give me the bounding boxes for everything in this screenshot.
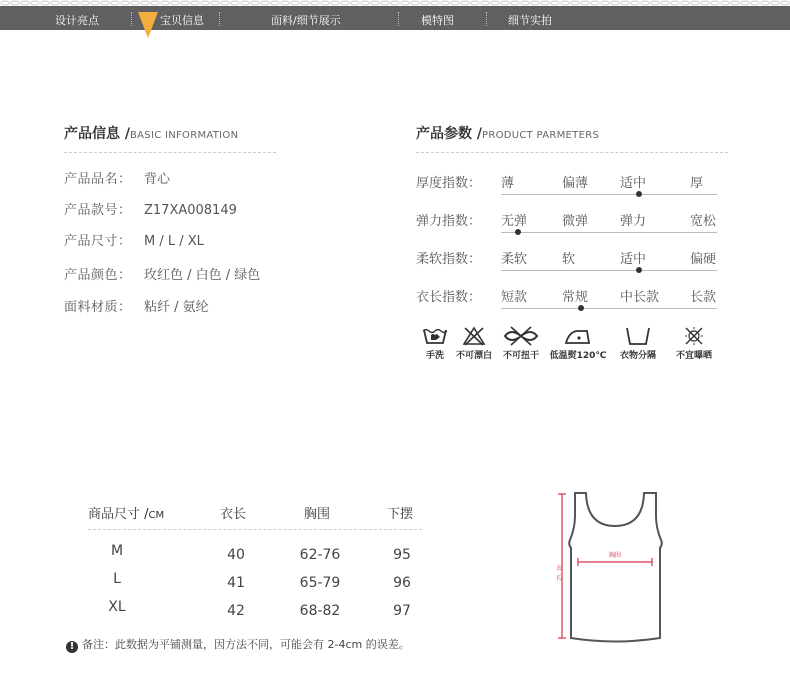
info-row-size bbox=[64, 230, 204, 249]
table-cell: 62-76 bbox=[299, 547, 341, 563]
col-header-chest: 胸围 bbox=[304, 507, 331, 522]
care-label: 低温熨120℃ bbox=[549, 351, 607, 361]
param-selected-dot bbox=[636, 191, 642, 197]
info-row-name bbox=[64, 168, 170, 187]
info-row-material bbox=[64, 296, 209, 315]
low-iron-icon bbox=[563, 326, 593, 346]
col-header-length: 衣长 bbox=[220, 507, 247, 522]
nav-separator bbox=[486, 12, 487, 26]
care-no-sun bbox=[668, 326, 720, 361]
length-label-2: 长 bbox=[555, 575, 563, 582]
active-tab-arrow-icon bbox=[138, 12, 158, 38]
param-label: 弹力指数： bbox=[416, 214, 482, 229]
size-header-label: 商品尺寸 / bbox=[88, 507, 149, 522]
tank-top-outline bbox=[569, 493, 662, 642]
care-no-bleach bbox=[452, 326, 496, 361]
param-option: 偏薄 bbox=[562, 176, 589, 191]
product-info-title: 产品信息 bbox=[64, 126, 120, 142]
param-option: 软 bbox=[562, 252, 576, 267]
size-cell: XL bbox=[108, 599, 126, 615]
param-option: 适中 bbox=[620, 176, 647, 191]
nav-decoration bbox=[0, 0, 790, 6]
care-low-iron bbox=[548, 326, 608, 361]
nav-item-fabric-detail[interactable]: 面料/细节展示 bbox=[271, 14, 341, 27]
param-option: 短款 bbox=[501, 290, 528, 305]
care-separate-wash bbox=[612, 326, 664, 361]
info-row-color bbox=[64, 264, 260, 283]
col-header-hem: 下摆 bbox=[387, 507, 414, 522]
product-info-subtitle: BASIC INFORMATION bbox=[130, 130, 239, 141]
care-label: 衣物分隔 bbox=[619, 351, 656, 361]
param-option: 中长款 bbox=[620, 290, 660, 305]
care-label: 不宜曝晒 bbox=[675, 351, 712, 361]
separate-wash-icon bbox=[625, 326, 651, 346]
note-text: 备注：此数据为平铺测量，因方法不同，可能会有 2-4cm 的误差。 bbox=[82, 638, 410, 651]
product-info-heading: 产品信息 /BASIC INFORMATION bbox=[64, 126, 239, 142]
table-cell: 96 bbox=[393, 575, 411, 591]
divider bbox=[64, 152, 276, 153]
param-option: 无弹 bbox=[501, 214, 528, 229]
nav-item-real-shot[interactable]: 细节实拍 bbox=[508, 14, 552, 27]
table-cell: 68-82 bbox=[299, 603, 341, 619]
info-value: 玫红色 / 白色 / 绿色 bbox=[144, 268, 261, 283]
nav-item-design[interactable]: 设计亮点 bbox=[55, 14, 99, 27]
tank-top-diagram bbox=[540, 488, 690, 650]
no-wring-icon bbox=[501, 326, 541, 346]
param-track bbox=[501, 308, 717, 309]
info-value: M / L / XL bbox=[144, 234, 204, 249]
param-option: 薄 bbox=[501, 176, 515, 191]
param-selected-dot bbox=[636, 267, 642, 273]
nav-item-product-info[interactable]: 宝贝信息 bbox=[160, 14, 204, 27]
nav-separator bbox=[131, 12, 132, 26]
size-table-header bbox=[88, 503, 164, 522]
info-label: 产品颜色： bbox=[64, 268, 132, 283]
param-track bbox=[501, 194, 717, 195]
info-value: 粘纤 / 氨纶 bbox=[144, 300, 209, 315]
param-track bbox=[501, 270, 717, 271]
care-label: 手洗 bbox=[425, 351, 444, 361]
top-nav bbox=[0, 0, 790, 30]
param-label: 厚度指数： bbox=[416, 176, 482, 191]
param-label: 柔软指数： bbox=[416, 252, 482, 267]
param-selected-dot bbox=[515, 229, 521, 235]
param-option: 柔软 bbox=[501, 252, 528, 267]
param-option: 适中 bbox=[620, 252, 647, 267]
table-cell: 40 bbox=[227, 547, 245, 563]
param-option: 常规 bbox=[562, 290, 589, 305]
param-selected-dot bbox=[578, 305, 584, 311]
warning-icon: ! bbox=[66, 641, 78, 653]
product-params-heading: 产品参数 /PRODUCT PARMETERS bbox=[416, 126, 600, 142]
chest-label: 胸围 bbox=[608, 552, 622, 559]
care-label: 不可扭干 bbox=[502, 351, 539, 361]
info-label: 面料材质： bbox=[64, 300, 132, 315]
divider bbox=[416, 152, 728, 153]
param-option: 宽松 bbox=[690, 214, 717, 229]
param-option: 厚 bbox=[690, 176, 704, 191]
size-cell: L bbox=[113, 571, 121, 587]
nav-separator bbox=[398, 12, 399, 26]
care-no-wring bbox=[499, 326, 543, 361]
param-option: 长款 bbox=[690, 290, 717, 305]
table-cell: 65-79 bbox=[299, 575, 341, 591]
nav-separator bbox=[219, 12, 220, 26]
care-label: 不可漂白 bbox=[455, 351, 492, 361]
divider bbox=[88, 529, 422, 530]
hand-wash-icon bbox=[422, 326, 448, 346]
product-params-title: 产品参数 bbox=[416, 126, 472, 142]
info-value: 背心 bbox=[144, 172, 171, 187]
length-label-1: 衣 bbox=[555, 565, 563, 572]
size-header-unit: CM bbox=[148, 510, 165, 521]
param-option: 偏硬 bbox=[690, 252, 717, 267]
info-value: Z17XA008149 bbox=[144, 203, 237, 218]
table-cell: 95 bbox=[393, 547, 411, 563]
table-cell: 41 bbox=[227, 575, 245, 591]
param-label: 衣长指数： bbox=[416, 290, 482, 305]
care-hand-wash bbox=[420, 326, 450, 361]
note bbox=[66, 636, 410, 653]
param-track bbox=[501, 232, 717, 233]
info-label: 产品尺寸： bbox=[64, 234, 132, 249]
info-label: 产品品名： bbox=[64, 172, 132, 187]
table-cell: 42 bbox=[227, 603, 245, 619]
no-bleach-icon bbox=[462, 326, 486, 346]
no-sun-icon bbox=[682, 326, 706, 346]
info-label: 产品款号： bbox=[64, 203, 132, 218]
product-params-subtitle: PRODUCT PARMETERS bbox=[482, 130, 600, 141]
param-option: 微弹 bbox=[562, 214, 589, 229]
nav-item-model[interactable]: 模特图 bbox=[421, 14, 454, 27]
table-cell: 97 bbox=[393, 603, 411, 619]
info-row-style-no bbox=[64, 199, 237, 218]
param-option: 弹力 bbox=[620, 214, 647, 229]
size-cell: M bbox=[110, 543, 124, 559]
